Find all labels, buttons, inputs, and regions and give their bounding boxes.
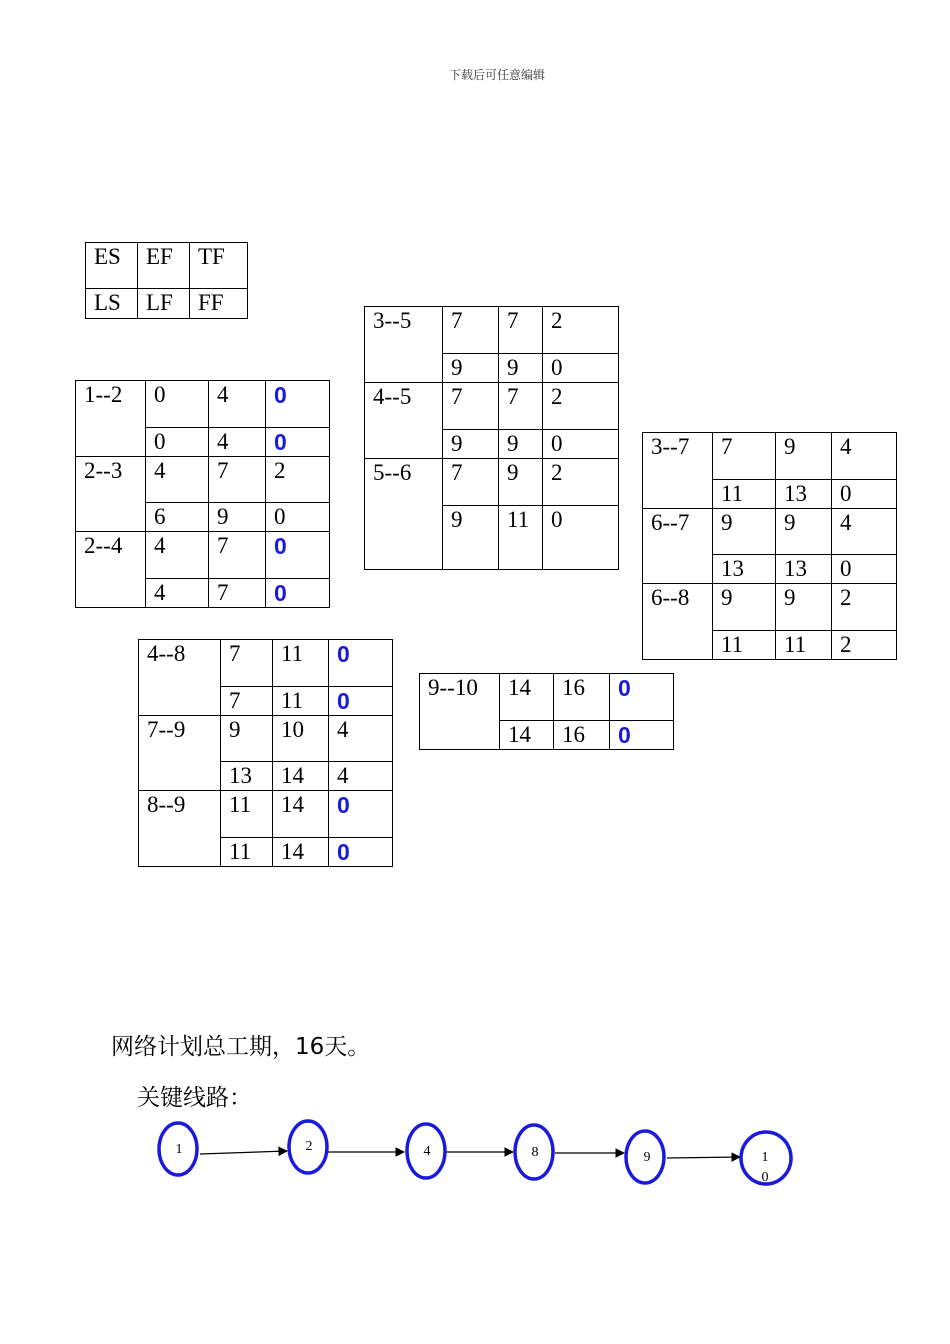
node-10-label-top: 1 xyxy=(761,1150,769,1165)
ls-cell: 11 xyxy=(713,480,776,509)
activity-label: 2--3 xyxy=(76,457,146,532)
ff-cell: 4 xyxy=(329,762,393,791)
lf-cell: 11 xyxy=(776,631,832,660)
es-cell: 9 xyxy=(713,584,776,631)
arrow-1-2 xyxy=(200,1151,287,1154)
ef-cell: 16 xyxy=(554,674,610,721)
node-2-label: 2 xyxy=(305,1139,313,1154)
legend-table xyxy=(85,242,248,319)
ff-cell: 0 xyxy=(832,480,897,509)
ff-cell: 0 xyxy=(832,555,897,584)
ff-cell: 0 xyxy=(543,506,619,570)
ef-cell: 7 xyxy=(499,383,543,430)
ff-cell: 0 xyxy=(266,579,330,608)
es-cell: 7 xyxy=(443,307,499,354)
activity-label: 6--7 xyxy=(643,509,713,584)
node-10-label-bottom: 0 xyxy=(761,1170,769,1185)
tf-cell: 2 xyxy=(543,383,619,430)
activity-label: 1--2 xyxy=(76,381,146,457)
ef-cell: 10 xyxy=(273,716,329,762)
lf-cell: 14 xyxy=(273,838,329,867)
ef-cell: 7 xyxy=(209,532,266,579)
tf-cell: 2 xyxy=(543,459,619,506)
activity-label: 8--9 xyxy=(139,791,221,867)
lf-cell: 16 xyxy=(554,721,610,750)
critical-path-label: 关键线路： xyxy=(137,1085,252,1111)
ls-cell: 4 xyxy=(146,579,209,608)
es-cell: 7 xyxy=(221,640,273,687)
page-header: 下载后可任意编辑 xyxy=(448,68,545,82)
es-cell: 9 xyxy=(221,716,273,762)
legend-es: ES xyxy=(86,243,138,289)
ff-cell: 2 xyxy=(832,631,897,660)
lf-cell: 7 xyxy=(209,579,266,608)
activity-label: 6--8 xyxy=(643,584,713,660)
tf-cell: 0 xyxy=(610,674,674,721)
arrow-9-10 xyxy=(667,1157,740,1158)
ff-cell: 0 xyxy=(329,838,393,867)
ef-cell: 7 xyxy=(209,457,266,503)
ef-cell: 7 xyxy=(499,307,543,354)
activity-label: 2--4 xyxy=(76,532,146,608)
lf-cell: 9 xyxy=(499,354,543,383)
es-cell: 7 xyxy=(713,433,776,480)
activity-label: 3--5 xyxy=(365,307,443,383)
activity-label: 5--6 xyxy=(365,459,443,570)
es-cell: 4 xyxy=(146,457,209,503)
tf-cell: 0 xyxy=(266,532,330,579)
ef-cell: 9 xyxy=(776,433,832,480)
tf-cell: 4 xyxy=(832,433,897,480)
activity-group-a xyxy=(75,380,330,608)
activity-label: 9--10 xyxy=(420,674,500,750)
activity-label: 7--9 xyxy=(139,716,221,791)
ff-cell: 0 xyxy=(610,721,674,750)
es-cell: 9 xyxy=(713,509,776,555)
ef-cell: 9 xyxy=(776,584,832,631)
node-9-label: 9 xyxy=(643,1150,651,1165)
activity-group-b xyxy=(364,306,619,570)
legend-lf: LF xyxy=(138,289,190,319)
tf-cell: 2 xyxy=(543,307,619,354)
lf-cell: 13 xyxy=(776,480,832,509)
activity-group-e xyxy=(419,673,674,750)
node-8-label: 8 xyxy=(531,1145,539,1160)
legend-ef: EF xyxy=(138,243,190,289)
ls-cell: 9 xyxy=(443,430,499,459)
es-cell: 7 xyxy=(443,459,499,506)
lf-cell: 4 xyxy=(209,428,266,457)
es-cell: 11 xyxy=(221,791,273,838)
lf-cell: 11 xyxy=(499,506,543,570)
ef-cell: 11 xyxy=(273,640,329,687)
ls-cell: 14 xyxy=(500,721,554,750)
ls-cell: 7 xyxy=(221,687,273,716)
ls-cell: 9 xyxy=(443,506,499,570)
ff-cell: 0 xyxy=(266,503,330,532)
ls-cell: 0 xyxy=(146,428,209,457)
ls-cell: 11 xyxy=(713,631,776,660)
es-cell: 4 xyxy=(146,532,209,579)
tf-cell: 2 xyxy=(266,457,330,503)
lf-cell: 9 xyxy=(209,503,266,532)
lf-cell: 11 xyxy=(273,687,329,716)
tf-cell: 0 xyxy=(329,640,393,687)
ff-cell: 0 xyxy=(329,687,393,716)
ls-cell: 13 xyxy=(221,762,273,791)
activity-label: 3--7 xyxy=(643,433,713,509)
legend-ls: LS xyxy=(86,289,138,319)
tf-cell: 4 xyxy=(832,509,897,555)
ff-cell: 0 xyxy=(266,428,330,457)
ls-cell: 6 xyxy=(146,503,209,532)
activity-group-c xyxy=(642,432,897,660)
ls-cell: 11 xyxy=(221,838,273,867)
activity-group-d xyxy=(138,639,393,867)
es-cell: 0 xyxy=(146,381,209,428)
ef-cell: 4 xyxy=(209,381,266,428)
activity-label: 4--8 xyxy=(139,640,221,716)
ef-cell: 9 xyxy=(776,509,832,555)
node-4-label: 4 xyxy=(423,1144,431,1159)
lf-cell: 14 xyxy=(273,762,329,791)
tf-cell: 4 xyxy=(329,716,393,762)
legend-ff: FF xyxy=(190,289,248,319)
tf-cell: 2 xyxy=(832,584,897,631)
lf-cell: 13 xyxy=(776,555,832,584)
es-cell: 7 xyxy=(443,383,499,430)
es-cell: 14 xyxy=(500,674,554,721)
legend-tf: TF xyxy=(190,243,248,289)
ff-cell: 0 xyxy=(543,354,619,383)
ff-cell: 0 xyxy=(543,430,619,459)
ls-cell: 13 xyxy=(713,555,776,584)
ef-cell: 14 xyxy=(273,791,329,838)
tf-cell: 0 xyxy=(266,381,330,428)
duration-text: 网络计划总工期，16天。 xyxy=(111,1034,371,1060)
lf-cell: 9 xyxy=(499,430,543,459)
node-1-label: 1 xyxy=(175,1142,183,1157)
tf-cell: 0 xyxy=(329,791,393,838)
activity-label: 4--5 xyxy=(365,383,443,459)
critical-path-diagram xyxy=(0,1110,950,1200)
ef-cell: 9 xyxy=(499,459,543,506)
ls-cell: 9 xyxy=(443,354,499,383)
